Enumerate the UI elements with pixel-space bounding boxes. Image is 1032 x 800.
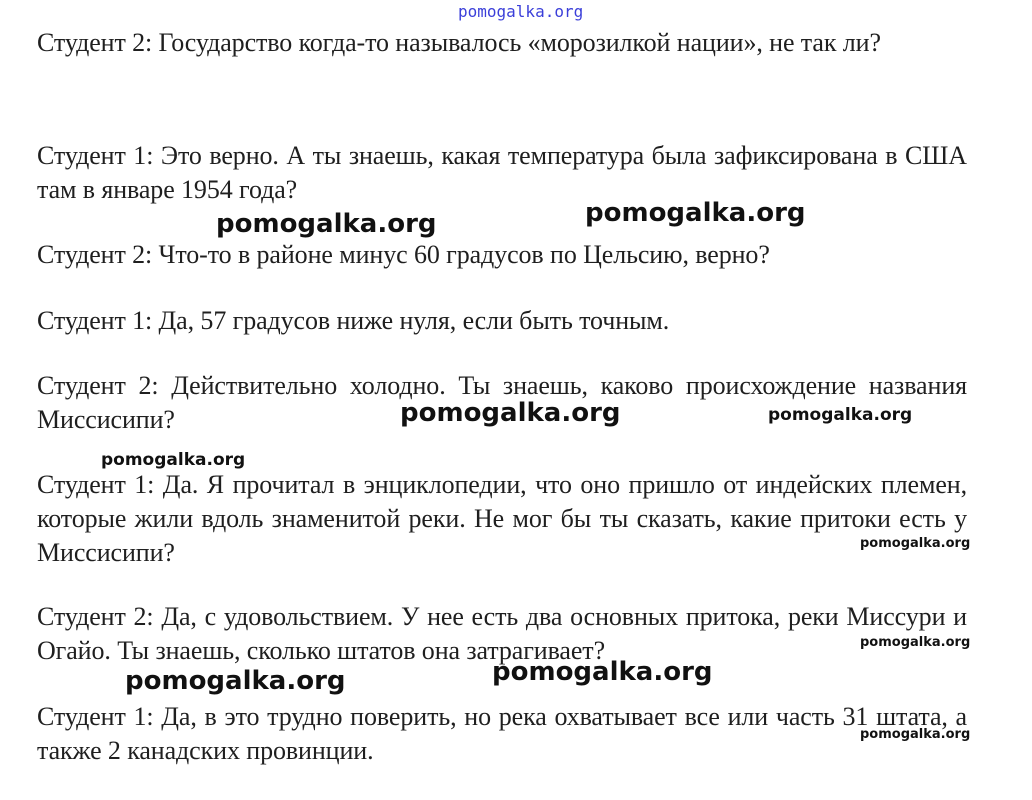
watermark: pomogalka.org: [860, 635, 971, 650]
watermark: pomogalka.org: [101, 450, 246, 470]
dialogue-line-1: Студент 2: Государство когда-то называлось «морозилкой нации», не так ли?: [37, 28, 881, 57]
watermark: pomogalka.org: [860, 727, 971, 742]
watermark: pomogalka.org: [860, 536, 971, 551]
watermark: pomogalka.org: [492, 657, 713, 687]
watermark: pomogalka.org: [216, 209, 437, 239]
dialogue-line-3: Студент 2: Что-то в районе минус 60 градусов по Цельсию, верно?: [37, 240, 770, 269]
watermark: pomogalka.org: [125, 666, 346, 696]
watermark: pomogalka.org: [585, 198, 806, 228]
dialogue-line-5: Студент 2: Действительно холодно. Ты знаешь, каково происхождение названия Миссисипи?: [37, 371, 967, 434]
site-link[interactable]: pomogalka.org: [458, 2, 584, 21]
dialogue-line-7: Студент 2: Да, с удовольствием. У нее есть два основных притока, реки Миссури и Огайо. Ты знаешь, сколько штатов она затрагивает?: [37, 602, 967, 665]
dialogue-line-2: Студент 1: Это верно. А ты знаешь, какая температура была зафиксирована в США там в январе 1954 года?: [37, 141, 967, 204]
dialogue-line-6: Студент 1: Да. Я прочитал в энциклопедии, что оно пришло от индейских племен, которые жили вдоль знаменитой реки. Не мог бы ты сказать, какие притоки есть у Миссисипи?: [37, 470, 967, 567]
dialogue-line-4: Студент 1: Да, 57 градусов ниже нуля, если быть точным.: [37, 306, 670, 335]
watermark: pomogalka.org: [400, 398, 621, 428]
dialogue-line-8: Студент 1: Да, в это трудно поверить, но река охватывает все или часть 31 штата, а также 2 канадских провинции.: [37, 702, 967, 765]
watermark: pomogalka.org: [768, 405, 913, 425]
